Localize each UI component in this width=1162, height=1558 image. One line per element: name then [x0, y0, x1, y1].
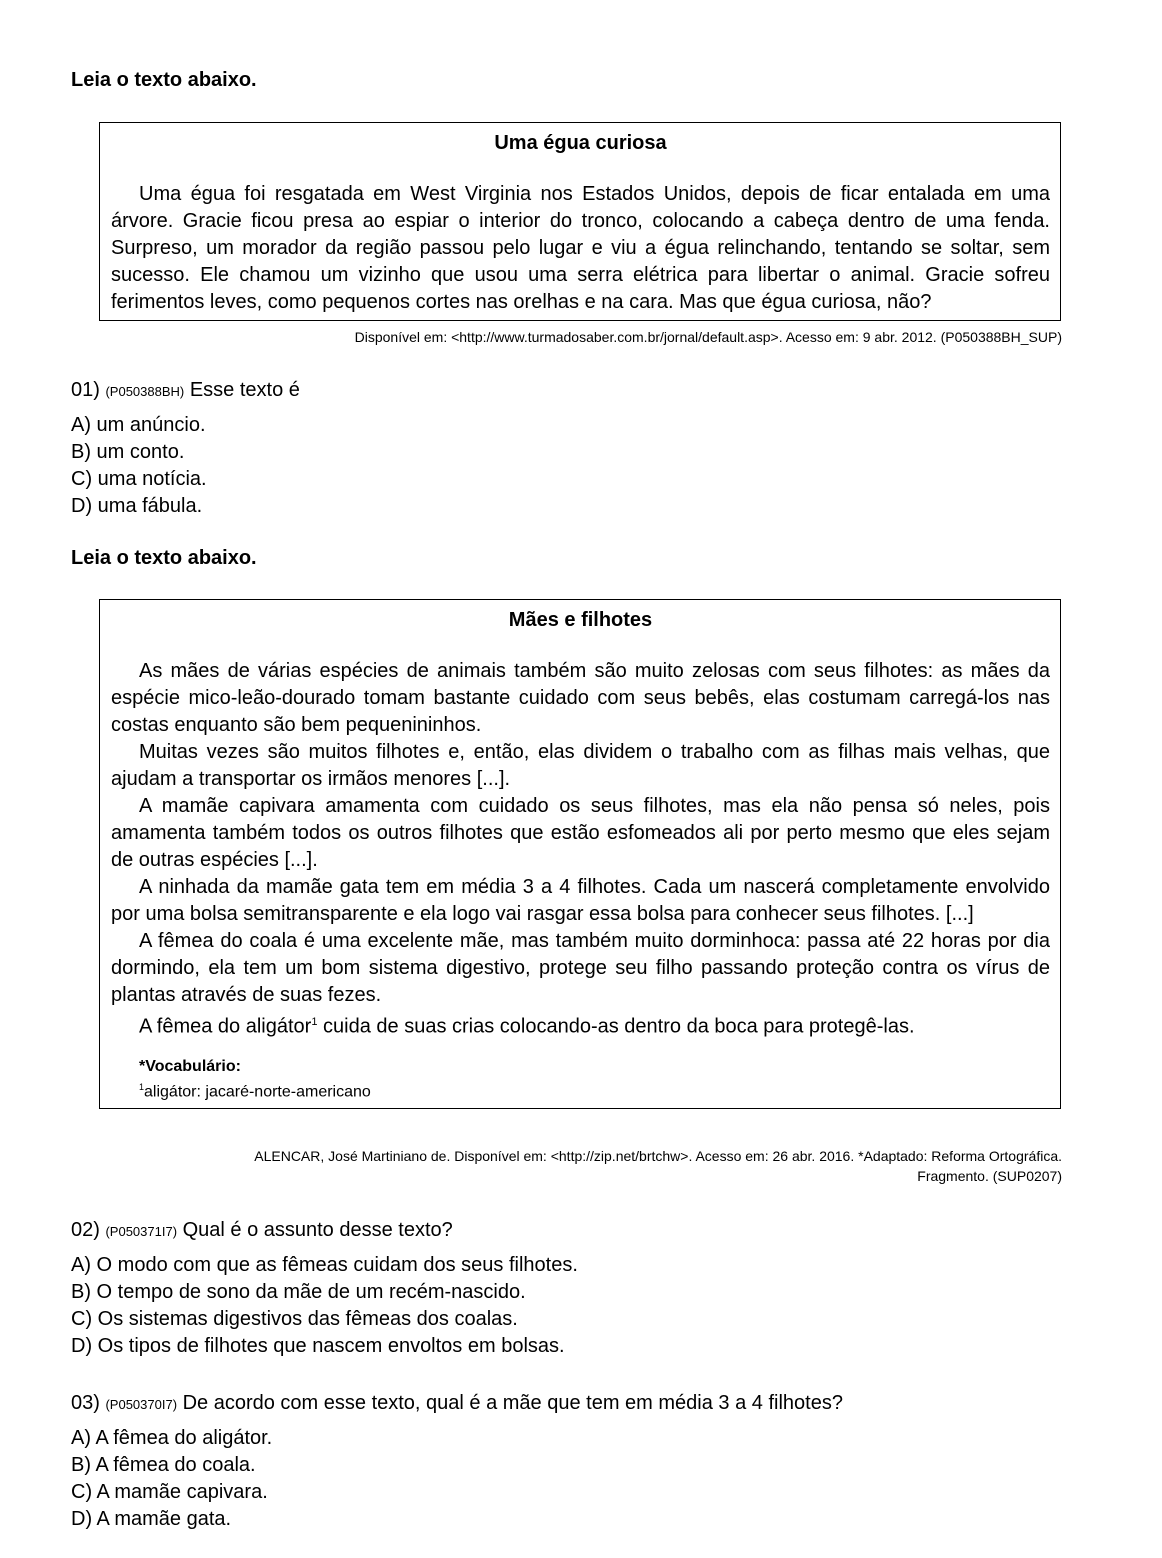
question-text: Qual é o assunto desse texto?: [182, 1219, 453, 1241]
question-text: De acordo com esse texto, qual é a mãe que tem em média 3 a 4 filhotes?: [182, 1392, 843, 1414]
vocabulary-item: [139, 1077, 1050, 1102]
text-paragraph: Muitas vezes são muitos filhotes e, então, elas dividem o trabalho com as filhas mais velhas, que ajudam a transportar os irmãos menores [...].: [111, 741, 1050, 790]
answer-option-b[interactable]: B) O tempo de sono da mãe de um recém-nascido.: [71, 1281, 526, 1303]
answer-option-c[interactable]: C) uma notícia.: [71, 468, 207, 490]
source-line: Fragmento. (SUP0207): [917, 1168, 1062, 1184]
question-stem: [71, 378, 300, 404]
answer-option-a[interactable]: A) O modo com que as fêmeas cuidam dos seus filhotes.: [71, 1254, 578, 1276]
vocabulary: [139, 1057, 1050, 1102]
answer-option-d[interactable]: D) Os tipos de filhotes que nascem envoltos em bolsas.: [71, 1335, 565, 1357]
text-paragraph-last: [111, 1009, 1050, 1041]
text-box-1: [99, 122, 1061, 321]
text-paragraph: Uma égua foi resgatada em West Virginia nos Estados Unidos, depois de ficar entalada em uma árvore. Gracie ficou presa ao espiar o interior do tronco, colocando a cabeça dentro de uma fenda. Surpreso, um morador da região passou pelo lugar e viu a égua relinchando, tentando se soltar, sem sucesso. Ele chamou um vizinho que usou uma serra elétrica para libertar o animal. Gracie sofreu ferimentos leves, como pequenos cortes nas orelhas e na cara. Mas que égua curiosa, não?: [111, 183, 1050, 313]
instruction-1: Leia o texto abaixo.: [71, 69, 257, 91]
text-paragraph: A fêmea do coala é uma excelente mãe, mas também muito dorminhoca: passa até 22 horas por dia dormindo, ela tem um bom sistema digestivo, protege seu filho passando proteção contra os vírus de plantas através de suas fezes.: [111, 930, 1050, 1006]
text-title-2: Mães e filhotes: [508, 609, 653, 631]
answer-option-c[interactable]: C) Os sistemas digestivos das fêmeas dos coalas.: [71, 1308, 518, 1330]
answer-option-d[interactable]: D) A mamãe gata.: [71, 1508, 232, 1530]
answer-option-a[interactable]: A) um anúncio.: [71, 414, 206, 436]
source-citation-2: [122, 1146, 1062, 1186]
footnote-marker: 1: [139, 1081, 145, 1092]
question-code: (P050388BH): [105, 384, 185, 399]
answer-option-d[interactable]: D) uma fábula.: [71, 495, 203, 517]
text-paragraph: A ninhada da mamãe gata tem em média 3 a 4 filhotes. Cada um nascerá completamente envolvido por uma bolsa semitransparente e ela logo vai rasgar essa bolsa para conhecer seus filhotes. [...]: [111, 876, 1050, 925]
question-2: [71, 1218, 578, 1360]
question-1: [71, 378, 300, 520]
answer-option-b[interactable]: B) um conto.: [71, 441, 185, 463]
text-paragraph: A mamãe capivara amamenta com cuidado os seus filhotes, mas ela não pensa só neles, pois amamenta também todos os outros filhotes que estão esfomeados ali por perto mesmo que eles sejam de outras espécies [...].: [111, 795, 1050, 871]
footnote-marker: 1: [311, 1016, 318, 1028]
answer-option-a[interactable]: A) A fêmea do aligátor.: [71, 1427, 273, 1449]
instruction-2: Leia o texto abaixo.: [71, 547, 257, 569]
vocabulary-title: *Vocabulário:: [139, 1057, 241, 1075]
answer-option-b[interactable]: B) A fêmea do coala.: [71, 1454, 256, 1476]
answer-option-c[interactable]: C) A mamãe capivara.: [71, 1481, 268, 1503]
question-3: [71, 1391, 843, 1533]
question-number: 02): [71, 1219, 100, 1241]
question-code: (P050371I7): [105, 1224, 178, 1239]
question-stem: [71, 1391, 843, 1417]
text-fragment: A fêmea do aligátor: [139, 1015, 312, 1038]
text-paragraph: As mães de várias espécies de animais também são muito zelosas com seus filhotes: as mães da espécie mico-leão-dourado tomam bastante cuidado com seus bebês, elas costumam carregá-los nas costas enquanto são bem pequenininhos.: [111, 660, 1050, 736]
source-line: ALENCAR, José Martiniano de. Disponível em: <http://zip.net/brtchw>. Acesso em: 26 abr. 2016. *Adaptado: Reforma Ortográfica.: [254, 1148, 1062, 1164]
vocabulary-definition: aligátor: jacaré-norte-americano: [144, 1082, 371, 1100]
source-citation-1: Disponível em: <http://www.turmadosaber.com.br/jornal/default.asp>. Acesso em: 9 abr. 2012. (P050388BH_SUP): [354, 329, 1062, 345]
question-number: 03): [71, 1392, 100, 1414]
question-stem: [71, 1218, 578, 1244]
question-number: 01): [71, 379, 100, 401]
text-box-2: [99, 599, 1061, 1109]
question-code: (P050370I7): [105, 1397, 178, 1412]
text-title-1: Uma égua curiosa: [494, 132, 667, 154]
question-text: Esse texto é: [189, 379, 300, 401]
text-fragment: cuida de suas crias colocando-as dentro da boca para protegê-las.: [317, 1015, 915, 1038]
